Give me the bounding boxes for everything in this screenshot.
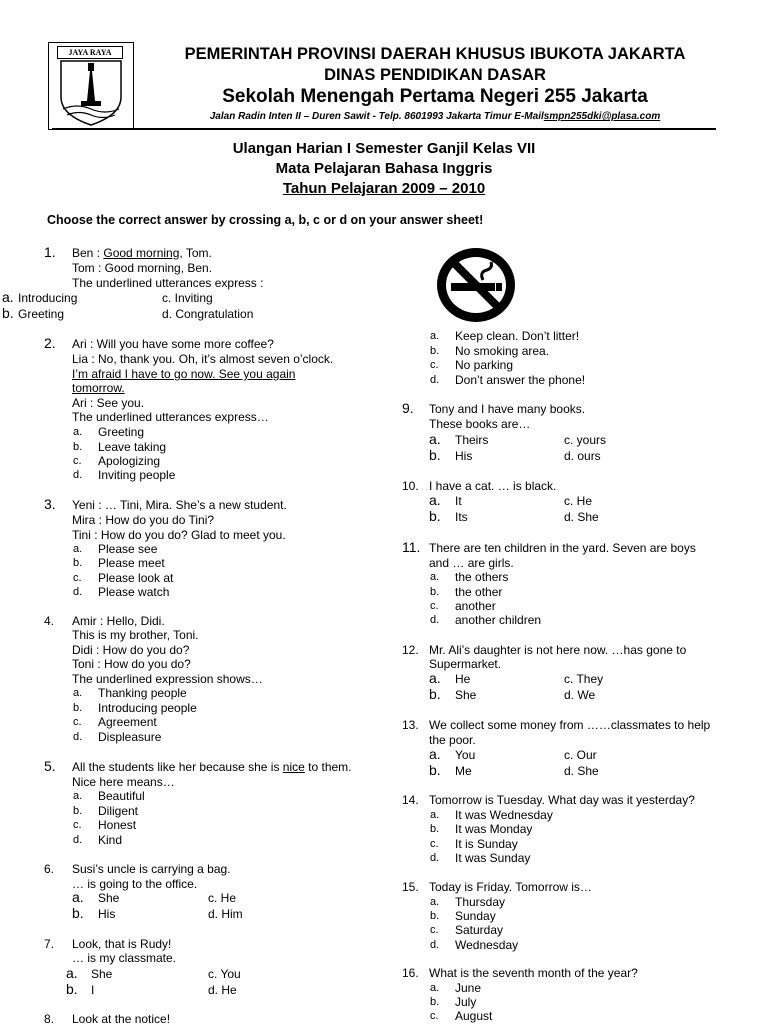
q7-option-b: I [91, 983, 95, 997]
q9-option-d: d. ours [564, 449, 601, 463]
q15-opt-text: Wednesday [455, 938, 519, 952]
q11-opt-letter: d. [430, 614, 440, 626]
q3-opt-text: Please see [98, 542, 158, 556]
school-logo [48, 42, 134, 130]
address-text: Jalan Radin Inten II – Duren Sawit - Telp. 8601993 Jakarta Timur E-Mail [209, 111, 544, 122]
q16-opt-letter: c. [430, 1010, 439, 1022]
q9-line1: Tony and I have many books. [429, 402, 586, 416]
q8-opt-text: Keep clean. Don’t litter! [455, 329, 580, 343]
q4-opt-letter: c. [73, 716, 82, 728]
q11-opt-letter: a. [430, 571, 440, 583]
q1-option-a: Introducing [18, 291, 78, 305]
q6-option-c: c. He [208, 891, 237, 905]
q11-opt-text: the other [455, 585, 503, 599]
q16-opt-letter: a. [430, 982, 440, 994]
q11-opt-text: the others [455, 570, 509, 584]
q9-option-a-letter: a. [429, 431, 441, 447]
q9-number: 9. [402, 400, 414, 416]
q4-opt-text: Displeasure [98, 730, 162, 744]
q2-line2: Lia : No, thank you. Oh, it’s almost seven o’clock. [72, 352, 334, 366]
q5-opt-letter: a. [73, 790, 83, 802]
q5-opt-text: Beautiful [98, 789, 145, 803]
q14-opt-text: It is Sunday [455, 837, 518, 851]
q4-opt-letter: b. [73, 702, 83, 714]
school-name: Sekolah Menengah Pertama Negeri 255 Jakarta [222, 86, 648, 107]
q1-underlined: Good morning [103, 246, 180, 260]
q9-option-c: c. yours [564, 433, 607, 447]
q13-number: 13. [402, 718, 419, 732]
q14-opt-letter: d. [430, 852, 440, 864]
q5-opt-letter: c. [73, 819, 82, 831]
q11-line1: There are ten children in the yard. Seven are boys [429, 541, 696, 555]
q5-number: 5. [44, 758, 56, 774]
q3-opt-text: Please watch [98, 585, 170, 599]
q2-opt-letter: b. [73, 441, 83, 453]
q5-opt-text: Honest [98, 818, 137, 832]
q13-option-d: d. She [564, 764, 599, 778]
q2-opt-text: Apologizing [98, 454, 161, 468]
q8-opt-text: No smoking area. [455, 344, 550, 358]
q16-opt-letter: b. [430, 996, 440, 1008]
q5-opt-letter: d. [73, 834, 83, 846]
q5-opt-letter: b. [73, 805, 83, 817]
school-address [135, 111, 735, 122]
q2-opt-letter: c. [73, 455, 82, 467]
q10-line1: I have a cat. … is black. [429, 479, 557, 493]
q12-number: 12. [402, 643, 419, 657]
q2-underlined-2: tomorrow. [72, 381, 125, 395]
q13-option-c: c. Our [564, 748, 597, 762]
q4-line1: Amir : Hello, Didi. [72, 614, 165, 628]
q14-opt-text: It was Wednesday [455, 808, 553, 822]
q10-option-b-letter: b. [429, 508, 441, 524]
q16-opt-text: June [455, 981, 482, 995]
q15-opt-text: Thursday [455, 895, 506, 909]
q7-option-a-letter: a. [66, 965, 78, 981]
logo-banner: JAYA RAYA [57, 46, 123, 59]
q14-line1: Tomorrow is Tuesday. What day was it yesterday? [429, 793, 695, 807]
q5-line1-a: All the students like her because she is [72, 760, 283, 774]
subject-title: Mata Pelajaran Bahasa Inggris [275, 160, 493, 177]
q15-opt-letter: b. [430, 910, 440, 922]
q7-option-c: c. You [208, 967, 241, 981]
q13-line1: We collect some money from ……classmates to help [429, 718, 711, 732]
q9-option-b: His [455, 449, 473, 463]
q4-line4: Toni : How do you do? [72, 657, 191, 671]
q6-option-a-letter: a. [72, 889, 84, 905]
q4-opt-text: Thanking people [98, 686, 187, 700]
q16-opt-text: July [455, 995, 477, 1009]
q10-number: 10. [402, 479, 419, 493]
q1-line3: The underlined utterances express : [72, 276, 264, 290]
q14-opt-letter: a. [430, 809, 440, 821]
q16-number: 16. [402, 966, 419, 980]
q7-option-a: She [91, 967, 113, 981]
q6-option-b: His [98, 907, 116, 921]
q14-opt-text: It was Monday [455, 822, 533, 836]
q2-opt-text: Greeting [98, 425, 145, 439]
q7-option-d: d. He [208, 983, 237, 997]
q5-underlined: nice [282, 760, 305, 774]
q8-opt-letter: b. [430, 345, 440, 357]
q1-option-d: d. Congratulation [162, 307, 254, 321]
q8-opt-text: Don’t answer the phone! [455, 373, 586, 387]
q1-option-b: Greeting [18, 307, 65, 321]
q13-option-a-letter: a. [429, 746, 441, 762]
q14-number: 14. [402, 793, 419, 807]
q8-opt-letter: c. [430, 359, 439, 371]
q4-line3: Didi : How do you do? [72, 643, 190, 657]
q3-opt-letter: a. [73, 543, 83, 555]
q11-opt-letter: c. [430, 600, 439, 612]
academic-year: Tahun Pelajaran 2009 – 2010 [282, 180, 486, 197]
q3-line2: Mira : How do you do Tini? [72, 513, 215, 527]
q3-opt-letter: b. [73, 557, 83, 569]
q12-option-a-letter: a. [429, 670, 441, 686]
q10-option-b: Its [455, 510, 468, 524]
q12-option-a: He [455, 672, 471, 686]
q8-opt-text: No parking [455, 358, 514, 372]
exam-title: Ulangan Harian I Semester Ganjil Kelas VII [232, 140, 536, 157]
q4-opt-text: Introducing people [98, 701, 197, 715]
q12-option-b-letter: b. [429, 686, 441, 702]
q15-opt-letter: a. [430, 896, 440, 908]
email-link[interactable]: smpn255dki@plasa.com [543, 111, 661, 122]
q7-number: 7. [44, 937, 55, 951]
q1-line2: Tom : Good morning, Ben. [72, 261, 213, 275]
q4-opt-letter: d. [73, 731, 83, 743]
q3-opt-letter: d. [73, 586, 83, 598]
q13-line2: the poor. [429, 733, 476, 747]
q2-opt-text: Inviting people [98, 468, 176, 482]
q9-option-b-letter: b. [429, 447, 441, 463]
q3-opt-letter: c. [73, 572, 82, 584]
q1-option-c: c. Inviting [162, 291, 213, 305]
q1-option-a-letter: a. [2, 289, 14, 305]
q5-line1-b: to them. [304, 760, 352, 774]
q6-option-a: She [98, 891, 120, 905]
q16-line1: What is the seventh month of the year? [429, 966, 638, 980]
q7-line2: … is my classmate. [72, 951, 177, 965]
q2-number: 2. [44, 335, 56, 351]
q5-line2: Nice here means… [72, 775, 175, 789]
q11-line2: and … are girls. [429, 556, 514, 570]
q2-line5: Ari : See you. [72, 396, 145, 410]
q6-line1: Susi’s uncle is carrying a bag. [72, 862, 231, 876]
q10-option-c: c. He [564, 494, 593, 508]
q8-opt-letter: a. [430, 330, 440, 342]
q15-opt-letter: d. [430, 939, 440, 951]
q8-line1: Look at the notice! [72, 1012, 171, 1026]
q15-opt-text: Saturday [455, 923, 504, 937]
q12-line1: Mr. Ali’s daughter is not here now. …has gone to [429, 643, 687, 657]
q2-underlined-1: I’m afraid I have to go now. See you again [72, 367, 296, 381]
q16-opt-text: August [455, 1009, 493, 1023]
q2-opt-text: Leave taking [98, 440, 167, 454]
q7-line1: Look, that is Rudy! [72, 937, 172, 951]
q15-line1: Today is Friday. Tomorrow is… [429, 880, 592, 894]
department-heading: DINAS PENDIDIKAN DASAR [324, 66, 546, 84]
q12-option-d: d. We [564, 688, 596, 702]
q13-option-b: Me [455, 764, 472, 778]
q10-option-d: d. She [564, 510, 599, 524]
q15-opt-letter: c. [430, 924, 439, 936]
q5-opt-text: Diligent [98, 804, 139, 818]
q15-opt-text: Sunday [455, 909, 496, 923]
q8-opt-letter: d. [430, 374, 440, 386]
q7-option-b-letter: b. [66, 981, 78, 997]
q4-opt-text: Agreement [98, 715, 157, 729]
q1-line1-a: Ben : [72, 246, 104, 260]
no-smoking-sign-icon [435, 246, 517, 324]
q5-opt-text: Kind [98, 833, 123, 847]
q4-number: 4. [44, 614, 55, 628]
q3-opt-text: Please meet [98, 556, 165, 570]
q6-line2: … is going to the office. [72, 877, 198, 891]
q1-line1 [72, 246, 212, 260]
q14-opt-letter: b. [430, 823, 440, 835]
q12-option-c: c. They [564, 672, 604, 686]
instruction: Choose the correct answer by crossing a, b, c or d on your answer sheet! [47, 213, 484, 227]
q11-number: 11. [402, 539, 421, 555]
q9-option-a: Theirs [455, 433, 489, 447]
q6-option-d: d. Him [208, 907, 243, 921]
header-divider [52, 128, 716, 130]
q3-number: 3. [44, 496, 56, 512]
q4-line2: This is my brother, Toni. [72, 628, 199, 642]
q3-line1: Yeni : … Tini, Mira. She’s a new student. [72, 498, 287, 512]
government-heading: PEMERINTAH PROVINSI DAERAH KHUSUS IBUKOTA JAKARTA [184, 45, 686, 63]
q11-opt-text: another [455, 599, 496, 613]
q1-number: 1. [44, 244, 56, 260]
q11-opt-letter: b. [430, 586, 440, 598]
q2-line1: Ari : Will you have some more coffee? [72, 337, 274, 351]
q5-line1 [72, 760, 352, 774]
q2-line6: The underlined utterances express… [72, 410, 269, 424]
q2-opt-letter: d. [73, 469, 83, 481]
q3-opt-text: Please look at [98, 571, 174, 585]
q13-option-b-letter: b. [429, 762, 441, 778]
q10-option-a-letter: a. [429, 492, 441, 508]
q2-opt-letter: a. [73, 426, 83, 438]
q14-opt-letter: c. [430, 838, 439, 850]
q15-number: 15. [402, 880, 419, 894]
q9-line2: These books are… [429, 417, 531, 431]
q6-option-b-letter: b. [72, 905, 84, 921]
q1-option-b-letter: b. [2, 305, 14, 321]
q6-number: 6. [44, 862, 55, 876]
q10-option-a: It [455, 494, 462, 508]
q8-number: 8. [44, 1012, 55, 1026]
q4-line5: The underlined expression shows… [72, 672, 263, 686]
q12-option-b: She [455, 688, 477, 702]
q3-line3: Tini : How do you do? Glad to meet you. [72, 528, 286, 542]
q14-opt-text: It was Sunday [455, 851, 531, 865]
q12-line2: Supermarket. [429, 657, 502, 671]
q11-opt-text: another children [455, 613, 542, 627]
q13-option-a: You [455, 748, 476, 762]
q4-opt-letter: a. [73, 687, 83, 699]
q1-line1-b: , Tom. [179, 246, 212, 260]
